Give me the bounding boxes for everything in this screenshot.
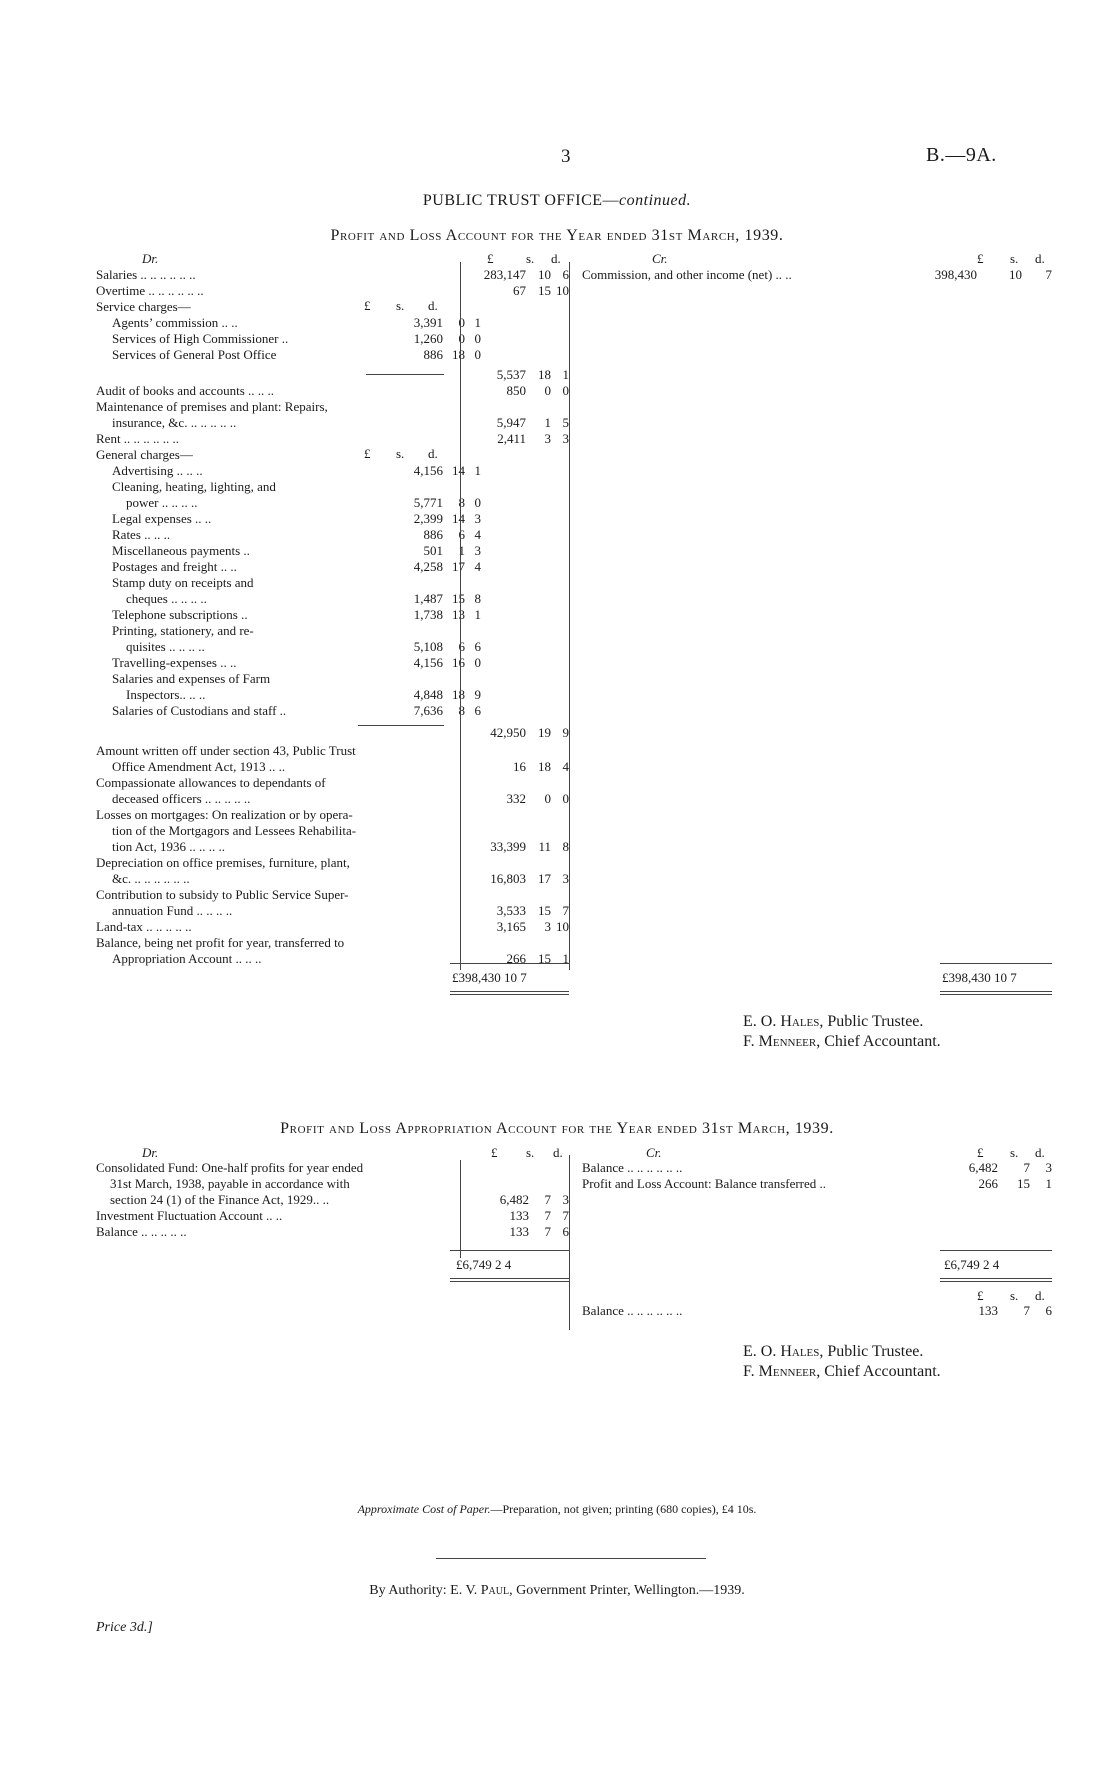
- pl-row: [96, 315, 569, 331]
- pl-pounds: 5,947: [496, 415, 526, 430]
- pl-row-label: General charges—: [96, 447, 193, 462]
- appr-cr-pounds: 266: [978, 1176, 998, 1191]
- appr-sep-1: [460, 1160, 461, 1258]
- pl-pounds: 16,803: [490, 871, 526, 886]
- appr-signature-2: [743, 1362, 941, 1382]
- appr-dr-shillings: 7: [544, 1208, 551, 1223]
- pl-row: [96, 267, 569, 283]
- office-continued: continued.: [619, 192, 692, 209]
- appr-sig-2-title: Chief Accountant.: [824, 1363, 941, 1380]
- appr-dr-total: £6,749 2 4: [456, 1257, 512, 1272]
- pl-sig-2-title: Chief Accountant.: [824, 1033, 941, 1050]
- pl-inner-pence: 0: [474, 331, 481, 346]
- pl-sig-2-name: F. Menneer,: [743, 1033, 821, 1050]
- pl-row-label: Maintenance of premises and plant: Repairs,: [96, 399, 328, 414]
- pl-signature-2: [743, 1032, 941, 1052]
- pl-row: [96, 775, 569, 791]
- pl-inner-pence: 8: [474, 591, 481, 606]
- pl-pounds: 2,411: [497, 431, 526, 446]
- pl-row: [96, 479, 569, 495]
- pl-inner-pounds: 3,391: [413, 315, 443, 330]
- pl-pence: 7: [562, 903, 569, 918]
- pl-col-shillings: s.: [526, 251, 535, 266]
- pl-row: [96, 559, 569, 575]
- appr-cr-pounds: 6,482: [968, 1160, 998, 1175]
- pl-row: [96, 299, 569, 315]
- appr-dr-row: [96, 1160, 569, 1176]
- pl-inner-pounds: 4,258: [413, 559, 443, 574]
- authority-prefix: By Authority:: [369, 1583, 447, 1598]
- appr-cr-total-rule-top: [940, 1250, 1052, 1251]
- appr-dr-row: [96, 1224, 569, 1240]
- pl-sub-col-pence: d.: [428, 298, 438, 313]
- pl-row: [96, 887, 569, 903]
- pl-shillings: 15: [538, 903, 551, 918]
- pl-inner-pounds: 4,156: [413, 463, 443, 478]
- pl-row: [96, 903, 569, 919]
- pl-row: [96, 935, 569, 951]
- pl-row: [96, 759, 569, 775]
- appr-cr-row-label: Balance .. .. .. .. .. ..: [582, 1160, 683, 1175]
- pl-shillings: 1: [544, 415, 551, 430]
- pl-pence: 4: [562, 759, 569, 774]
- pl-row: [96, 725, 569, 741]
- pl-credit-pounds: 398,430: [934, 267, 977, 282]
- pl-row-label: Service charges—: [96, 299, 191, 314]
- pl-pounds: 16: [513, 759, 526, 774]
- pl-inner-pounds: 4,848: [413, 687, 443, 702]
- pl-inner-pounds: 7,636: [413, 703, 443, 718]
- pl-inner-shillings: 0: [458, 315, 465, 330]
- appr-dr-total-rule-b2: [450, 1281, 569, 1282]
- pl-inner-pence: 4: [474, 559, 481, 574]
- pl-signature-1: [743, 1012, 923, 1032]
- pl-inner-shillings: 15: [452, 591, 465, 606]
- appr-cr-total: £6,749 2 4: [944, 1257, 1000, 1272]
- pl-dr-total-rule-b2: [450, 994, 569, 995]
- pl-row: [96, 415, 569, 431]
- appr-cr-shillings: 15: [1017, 1176, 1030, 1191]
- pl-row: [96, 823, 569, 839]
- pl-cr-total: £398,430 10 7: [942, 970, 1017, 985]
- pl-shillings: 18: [538, 367, 551, 382]
- pl-inner-shillings: 8: [458, 703, 465, 718]
- pl-shillings: 0: [544, 383, 551, 398]
- appr-cr-label: Cr.: [646, 1145, 662, 1160]
- pl-inner-shillings: 1: [458, 543, 465, 558]
- document-reference: B.—9A.: [926, 144, 997, 166]
- pl-dr-total-rule-b1: [450, 991, 569, 992]
- pl-inner-pence: 3: [474, 543, 481, 558]
- pl-inner-pence: 1: [474, 315, 481, 330]
- footer-rule: [436, 1558, 706, 1559]
- pl-pounds: 33,399: [490, 839, 526, 854]
- pl-pence: 9: [562, 725, 569, 740]
- pl-inner-pounds: 5,771: [413, 495, 443, 510]
- appr-cr-col-pence: d.: [1035, 1145, 1045, 1160]
- appr-balance-row: [582, 1303, 1052, 1319]
- appr-sig-2-name: F. Menneer,: [743, 1363, 821, 1380]
- pl-credit-pence: 7: [1045, 267, 1052, 282]
- pl-row-label: Losses on mortgages: On realization or by opera-: [96, 807, 353, 822]
- pl-row: [96, 839, 569, 855]
- pl-cr-col-pence: d.: [1035, 251, 1045, 266]
- pl-row-label: Services of High Commissioner ..: [112, 331, 289, 346]
- pl-row: [96, 591, 569, 607]
- appr-dr-pounds: 133: [509, 1224, 529, 1239]
- pl-row-label: Office Amendment Act, 1913 .. ..: [112, 759, 286, 774]
- appr-dr-pence: 7: [562, 1208, 569, 1223]
- pl-inner-shillings: 18: [452, 347, 465, 362]
- pl-inner-pounds: 5,108: [413, 639, 443, 654]
- pl-row-label: Compassionate allowances to dependants of: [96, 775, 326, 790]
- pl-row: [96, 543, 569, 559]
- pl-row-label: Audit of books and accounts .. .. ..: [96, 383, 275, 398]
- pl-pence: 0: [562, 383, 569, 398]
- pl-sep-2: [569, 262, 570, 970]
- pl-row-label: Rent .. .. .. .. .. ..: [96, 431, 180, 446]
- pl-inner-pounds: 886: [423, 527, 443, 542]
- appr-bal-col-pounds: £: [977, 1288, 984, 1303]
- pl-shillings: 18: [538, 759, 551, 774]
- pl-shillings: 3: [544, 431, 551, 446]
- price: Price 3d.]: [96, 1620, 153, 1635]
- pl-sep-1: [460, 262, 461, 970]
- appr-bal-col-pence: d.: [1035, 1288, 1045, 1303]
- pl-inner-pence: 1: [474, 463, 481, 478]
- pl-sig-1-title: Public Trustee.: [827, 1013, 924, 1030]
- page-number: 3: [561, 146, 571, 167]
- appr-dr-pounds: 133: [509, 1208, 529, 1223]
- pl-inner-shillings: 6: [458, 527, 465, 542]
- pl-row: [96, 527, 569, 543]
- pl-row: [96, 703, 569, 719]
- appr-cr-total-rule-b2: [940, 1281, 1052, 1282]
- appr-dr-shillings: 7: [544, 1192, 551, 1207]
- appr-dr-row: [96, 1192, 569, 1208]
- pl-inner-pence: 6: [474, 639, 481, 654]
- pl-cr-total-rule-top: [940, 963, 1052, 964]
- pl-pence: 0: [562, 791, 569, 806]
- pl-row: [96, 807, 569, 823]
- pl-row-label: Cleaning, heating, lighting, and: [112, 479, 276, 494]
- pl-row: [96, 919, 569, 935]
- pl-sig-1-name: E. O. Hales,: [743, 1013, 824, 1030]
- pl-row: [96, 495, 569, 511]
- appr-cr-total-rule-b1: [940, 1278, 1052, 1279]
- appr-dr-row-label: Balance .. .. .. .. ..: [96, 1224, 187, 1239]
- pl-cr-label: Cr.: [652, 251, 668, 266]
- pl-inner-shillings: 6: [458, 639, 465, 654]
- appr-col-pounds: £: [491, 1145, 498, 1160]
- pl-row-label: Salaries of Custodians and staff ..: [112, 703, 287, 718]
- pl-subtotal-rule-2: [358, 725, 444, 726]
- appr-dr-label: Dr.: [142, 1145, 159, 1160]
- pl-pounds: 67: [513, 283, 526, 298]
- pl-row-label: insurance, &c. .. .. .. .. ..: [112, 415, 237, 430]
- appr-dr-shillings: 7: [544, 1224, 551, 1239]
- pl-row-label: Telephone subscriptions ..: [112, 607, 248, 622]
- pl-inner-pounds: 501: [423, 543, 443, 558]
- pl-row-label: Appropriation Account .. .. ..: [112, 951, 262, 966]
- pl-row-label: Salaries and expenses of Farm: [112, 671, 271, 686]
- pl-credit-row: [582, 267, 1052, 283]
- pl-inner-pence: 4: [474, 527, 481, 542]
- pl-inner-pence: 3: [474, 511, 481, 526]
- pl-subtotal-rule-1: [366, 374, 444, 375]
- pl-row: [96, 623, 569, 639]
- appr-sig-1-title: Public Trustee.: [827, 1343, 924, 1360]
- pl-cr-total-rule-b2: [940, 994, 1052, 995]
- pl-row-label: Legal expenses .. ..: [112, 511, 212, 526]
- pl-row: [96, 347, 569, 363]
- pl-pence: 5: [562, 415, 569, 430]
- pl-inner-pounds: 886: [423, 347, 443, 362]
- appr-cr-row: [582, 1160, 1052, 1176]
- authority-name: E. V. Paul,: [450, 1583, 513, 1598]
- pl-shillings: 15: [538, 283, 551, 298]
- pl-row-label: Depreciation on office premises, furniture, plant,: [96, 855, 350, 870]
- pl-row-label: Printing, stationery, and re-: [112, 623, 254, 638]
- pl-row: [96, 463, 569, 479]
- appr-cr-col-pounds: £: [977, 1145, 984, 1160]
- pl-row-label: &c. .. .. .. .. .. ..: [112, 871, 190, 886]
- pl-inner-shillings: 16: [452, 655, 465, 670]
- pl-cr-col-shillings: s.: [1010, 251, 1019, 266]
- pl-row: [96, 431, 569, 447]
- pl-row-label: Travelling-expenses .. ..: [112, 655, 237, 670]
- appr-dr-row-label: 31st March, 1938, payable in accordance with: [110, 1176, 350, 1191]
- pl-inner-shillings: 14: [452, 511, 465, 526]
- pl-pounds: 3,165: [496, 919, 526, 934]
- pl-inner-pounds: 4,156: [413, 655, 443, 670]
- pl-sub2-col-shillings: s.: [396, 446, 405, 461]
- pl-inner-shillings: 8: [458, 495, 465, 510]
- appr-cr-row-label: Profit and Loss Account: Balance transferred ..: [582, 1176, 827, 1191]
- appr-dr-row: [96, 1208, 569, 1224]
- pl-row: [96, 399, 569, 415]
- cost-label: Approximate Cost of Paper.: [357, 1502, 491, 1516]
- pl-row: [96, 655, 569, 671]
- pl-row-label: Advertising .. .. ..: [112, 463, 203, 478]
- pl-row: [96, 855, 569, 871]
- appr-cr-shillings: 7: [1023, 1160, 1030, 1175]
- pl-row: [96, 511, 569, 527]
- appr-cr-pence: 3: [1045, 1160, 1052, 1175]
- pl-credit-label: Commission, and other income (net) .. ..: [582, 267, 792, 282]
- pl-shillings: 3: [544, 919, 551, 934]
- pl-inner-pence: 0: [474, 347, 481, 362]
- pl-row-label: Salaries .. .. .. .. .. ..: [96, 267, 196, 282]
- pl-cr-total-rule-b1: [940, 991, 1052, 992]
- pl-inner-pence: 0: [474, 655, 481, 670]
- appr-col-shillings: s.: [526, 1145, 535, 1160]
- pl-inner-shillings: 18: [452, 687, 465, 702]
- pl-sub2-col-pounds: £: [364, 446, 371, 461]
- pl-pence: 3: [562, 871, 569, 886]
- pl-inner-shillings: 17: [452, 559, 465, 574]
- pl-row: [96, 791, 569, 807]
- pl-sub2-col-pence: d.: [428, 446, 438, 461]
- pl-row: [96, 331, 569, 347]
- pl-row-label: Stamp duty on receipts and: [112, 575, 254, 590]
- pl-pounds: 266: [506, 951, 526, 966]
- pl-pounds: 3,533: [496, 903, 526, 918]
- pl-shillings: 10: [538, 267, 551, 282]
- pl-pence: 10: [556, 283, 569, 298]
- pl-col-pence: d.: [551, 251, 561, 266]
- pl-row: [96, 639, 569, 655]
- appr-dr-row-label: Investment Fluctuation Account .. ..: [96, 1208, 283, 1223]
- pl-sub-col-pounds: £: [364, 298, 371, 313]
- pl-row-label: annuation Fund .. .. .. ..: [112, 903, 233, 918]
- pl-dr-total: £398,430 10 7: [452, 970, 527, 985]
- appr-title: Profit and Loss Appropriation Account for the Year ended 31st March, 1939.: [280, 1120, 834, 1137]
- pl-row: [96, 687, 569, 703]
- appr-col-pence: d.: [553, 1145, 563, 1160]
- pl-row-label: Contribution to subsidy to Public Service Super-: [96, 887, 349, 902]
- pl-pounds: 5,537: [496, 367, 526, 382]
- appr-dr-pence: 6: [562, 1224, 569, 1239]
- pl-pounds: 332: [506, 791, 526, 806]
- appr-balance-shillings: 7: [1023, 1303, 1030, 1318]
- pl-shillings: 11: [538, 839, 551, 854]
- pl-row-label: Services of General Post Office: [112, 347, 277, 362]
- appr-sep-2: [569, 1155, 570, 1330]
- pl-row: [96, 743, 569, 759]
- pl-inner-pence: 1: [474, 607, 481, 622]
- pl-shillings: 17: [538, 871, 551, 886]
- pl-row: [96, 575, 569, 591]
- appr-dr-row-label: section 24 (1) of the Finance Act, 1929.. ..: [110, 1192, 330, 1207]
- appr-sig-1-name: E. O. Hales,: [743, 1343, 824, 1360]
- pl-row-label: Overtime .. .. .. .. .. ..: [96, 283, 204, 298]
- pl-shillings: 0: [544, 791, 551, 806]
- pl-row: [96, 283, 569, 299]
- pl-col-pounds: £: [487, 251, 494, 266]
- appr-balance-label: Balance .. .. .. .. .. ..: [582, 1303, 683, 1318]
- pl-pence: 1: [562, 367, 569, 382]
- pl-row: [96, 367, 569, 383]
- pl-inner-pence: 9: [474, 687, 481, 702]
- pl-shillings: 19: [538, 725, 551, 740]
- pl-dr-total-rule-top: [450, 963, 569, 964]
- pl-row-label: quisites .. .. .. ..: [126, 639, 205, 654]
- pl-row-label: cheques .. .. .. ..: [126, 591, 207, 606]
- pl-row-label: Balance, being net profit for year, transferred to: [96, 935, 345, 950]
- appr-dr-pence: 3: [562, 1192, 569, 1207]
- pl-inner-shillings: 13: [452, 607, 465, 622]
- pl-row-label: tion Act, 1936 .. .. .. ..: [112, 839, 226, 854]
- pl-pounds: 850: [506, 383, 526, 398]
- pl-sub-col-shillings: s.: [396, 298, 405, 313]
- pl-row: [96, 871, 569, 887]
- pl-cr-col-pounds: £: [977, 251, 984, 266]
- appr-balance-pence: 6: [1045, 1303, 1052, 1318]
- pl-pounds: 283,147: [483, 267, 526, 282]
- pl-row: [96, 671, 569, 687]
- pl-shillings: 15: [538, 951, 551, 966]
- appr-dr-row-label: Consolidated Fund: One-half profits for year ended: [96, 1160, 364, 1175]
- pl-row-label: Agents’ commission .. ..: [112, 315, 238, 330]
- pl-inner-shillings: 14: [452, 463, 465, 478]
- pl-pence: 3: [562, 431, 569, 446]
- pl-title: Profit and Loss Account for the Year ended 31st March, 1939.: [330, 227, 784, 244]
- pl-pence: 1: [562, 951, 569, 966]
- appr-cr-col-shillings: s.: [1010, 1145, 1019, 1160]
- pl-row-label: deceased officers .. .. .. .. ..: [112, 791, 251, 806]
- pl-dr-label: Dr.: [142, 251, 159, 266]
- pl-row-label: power .. .. .. ..: [126, 495, 198, 510]
- pl-pence: 8: [562, 839, 569, 854]
- pl-row: [96, 383, 569, 399]
- appr-dr-row: [96, 1176, 569, 1192]
- pl-row-label: tion of the Mortgagors and Lessees Rehabilita-: [112, 823, 357, 838]
- authority-line: [0, 1583, 1114, 1599]
- appr-dr-total-rule-b1: [450, 1278, 569, 1279]
- pl-inner-shillings: 0: [458, 331, 465, 346]
- appr-dr-total-rule-top: [450, 1250, 569, 1251]
- appr-balance-pounds: 133: [978, 1303, 998, 1318]
- pl-row-label: Miscellaneous payments ..: [112, 543, 250, 558]
- pl-inner-pence: 0: [474, 495, 481, 510]
- pl-inner-pounds: 1,738: [413, 607, 443, 622]
- pl-row-label: Inspectors.. .. ..: [126, 687, 206, 702]
- pl-row: [96, 951, 569, 967]
- pl-inner-pounds: 1,487: [413, 591, 443, 606]
- pl-row-label: Amount written off under section 43, Public Trust: [96, 743, 356, 758]
- office-name: PUBLIC TRUST OFFICE—: [422, 192, 620, 209]
- pl-pounds: 42,950: [490, 725, 526, 740]
- pl-row-label: Land-tax .. .. .. .. ..: [96, 919, 192, 934]
- pl-pence: 6: [562, 267, 569, 282]
- pl-row-label: Rates .. .. ..: [112, 527, 171, 542]
- appr-cr-pence: 1: [1045, 1176, 1052, 1191]
- pl-row-label: Postages and freight .. ..: [112, 559, 237, 574]
- cost-text: —Preparation, not given; printing (680 copies), £4 10s.: [490, 1502, 757, 1516]
- authority-rest: Government Printer, Wellington.—1939.: [516, 1583, 745, 1598]
- appr-bal-col-shillings: s.: [1010, 1288, 1019, 1303]
- office-heading: [0, 192, 1114, 210]
- pl-row: [96, 447, 569, 463]
- appr-dr-pounds: 6,482: [499, 1192, 529, 1207]
- appr-cr-row: [582, 1176, 1052, 1192]
- cost-of-paper: [0, 1502, 1114, 1517]
- pl-pence: 10: [556, 919, 569, 934]
- pl-credit-shillings: 10: [1009, 267, 1022, 282]
- pl-inner-pounds: 2,399: [413, 511, 443, 526]
- pl-inner-pence: 6: [474, 703, 481, 718]
- appr-signature-1: [743, 1342, 923, 1362]
- pl-inner-pounds: 1,260: [413, 331, 443, 346]
- pl-row: [96, 607, 569, 623]
